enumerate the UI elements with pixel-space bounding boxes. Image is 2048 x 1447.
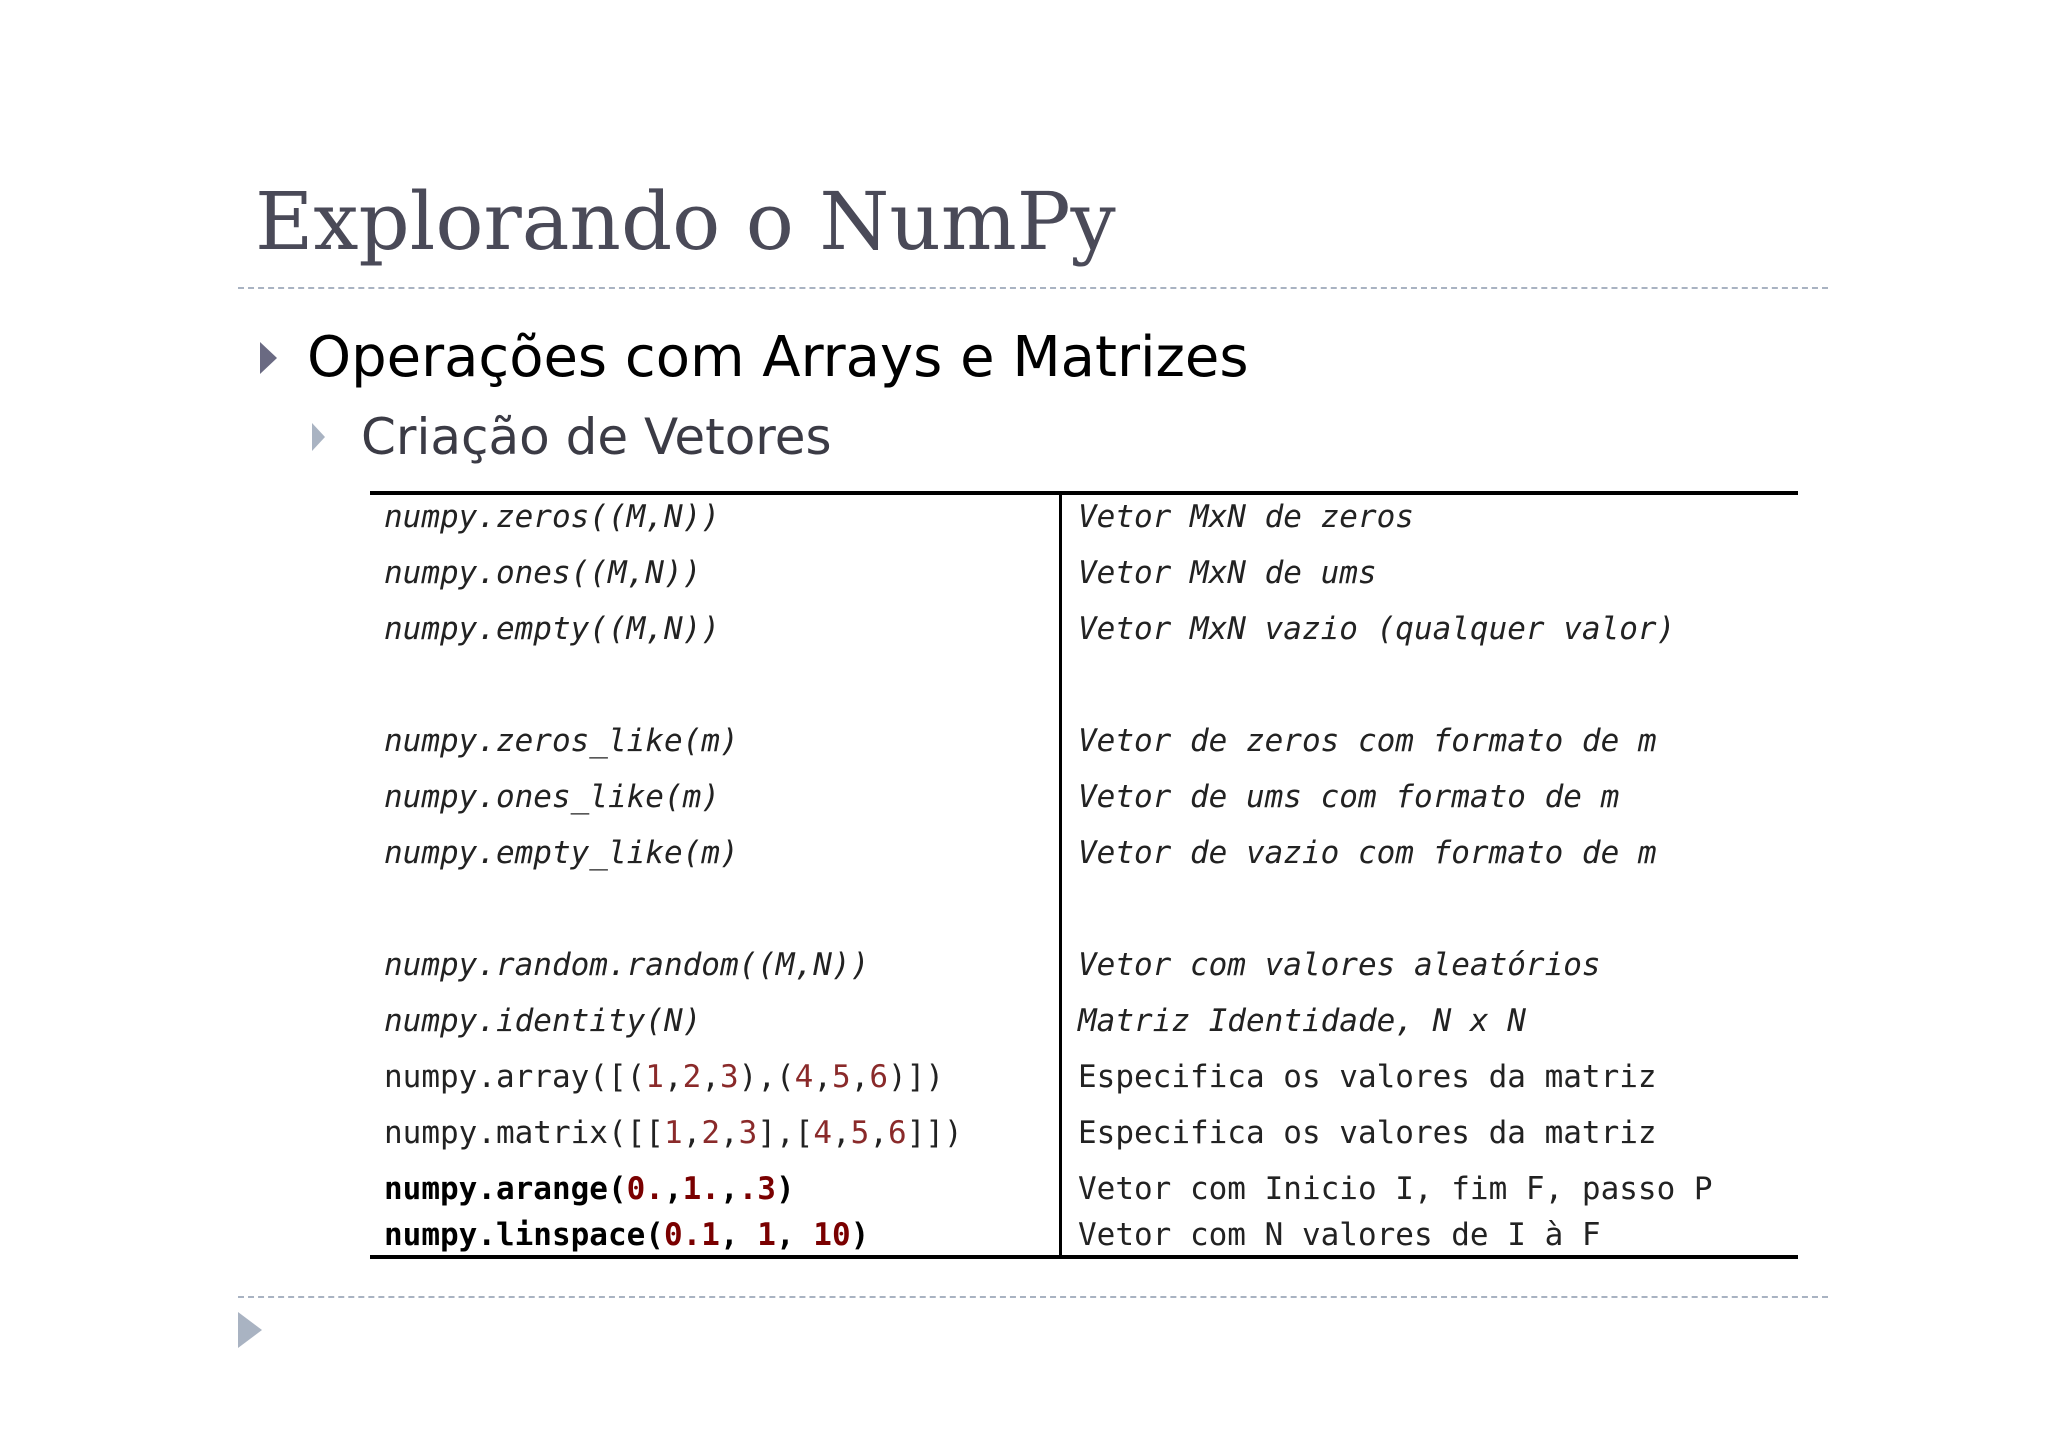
function-cell: numpy.zeros_like(m) [384,723,739,759]
table-row [370,721,1798,777]
bullet-level-1-text: Operações com Arrays e Matrizes [307,325,1249,390]
function-cell: numpy.arange(0.,1.,.3) [384,1171,795,1207]
function-cell: numpy.empty_like(m) [384,835,739,871]
bullet-triangle-icon [260,342,277,374]
description-cell: Especifica os valores da matriz [1078,1115,1657,1151]
bullet-level-2 [312,408,832,466]
function-cell: numpy.array([(1,2,3),(4,5,6)]) [384,1059,945,1095]
table-row [370,497,1798,553]
function-cell: numpy.zeros((M,N)) [384,499,720,535]
function-cell: numpy.random.random((M,N)) [384,947,870,983]
table-row [370,1113,1798,1169]
description-cell: Vetor com valores aleatórios [1078,947,1601,983]
function-cell: numpy.identity(N) [384,1003,702,1039]
description-cell: Matriz Identidade, N x N [1078,1003,1526,1039]
bullet-level-1 [260,325,1249,390]
title-divider [238,287,1828,289]
description-cell: Vetor de zeros com formato de m [1078,723,1657,759]
description-cell: Vetor MxN de zeros [1078,499,1414,535]
table-row [370,945,1798,1001]
function-cell: numpy.empty((M,N)) [384,611,720,647]
bullet-level-2-text: Criação de Vetores [361,408,832,466]
table-row [370,1057,1798,1113]
description-cell: Vetor MxN vazio (qualquer valor) [1078,611,1676,647]
description-cell: Vetor de ums com formato de m [1078,779,1620,815]
description-cell: Especifica os valores da matriz [1078,1059,1657,1095]
description-cell: Vetor MxN de ums [1078,555,1377,591]
table-row [370,1215,1798,1271]
sub-bullet-triangle-icon [312,423,325,451]
table-row [370,1001,1798,1057]
table-row [370,609,1798,665]
table-row [370,833,1798,889]
table-row [370,553,1798,609]
table-row [370,777,1798,833]
functions-table [370,491,1798,1259]
footer-triangle-icon [238,1312,262,1348]
footer-divider [238,1296,1828,1298]
description-cell: Vetor com N valores de I à F [1078,1217,1601,1253]
function-cell: numpy.ones((M,N)) [384,555,702,591]
description-cell: Vetor com Inicio I, fim F, passo P [1078,1171,1713,1207]
slide-title: Explorando o NumPy [255,175,1116,268]
function-cell: numpy.linspace(0.1, 1, 10) [384,1217,870,1253]
description-cell: Vetor de vazio com formato de m [1078,835,1657,871]
function-cell: numpy.ones_like(m) [384,779,720,815]
function-cell: numpy.matrix([[1,2,3],[4,5,6]]) [384,1115,963,1151]
